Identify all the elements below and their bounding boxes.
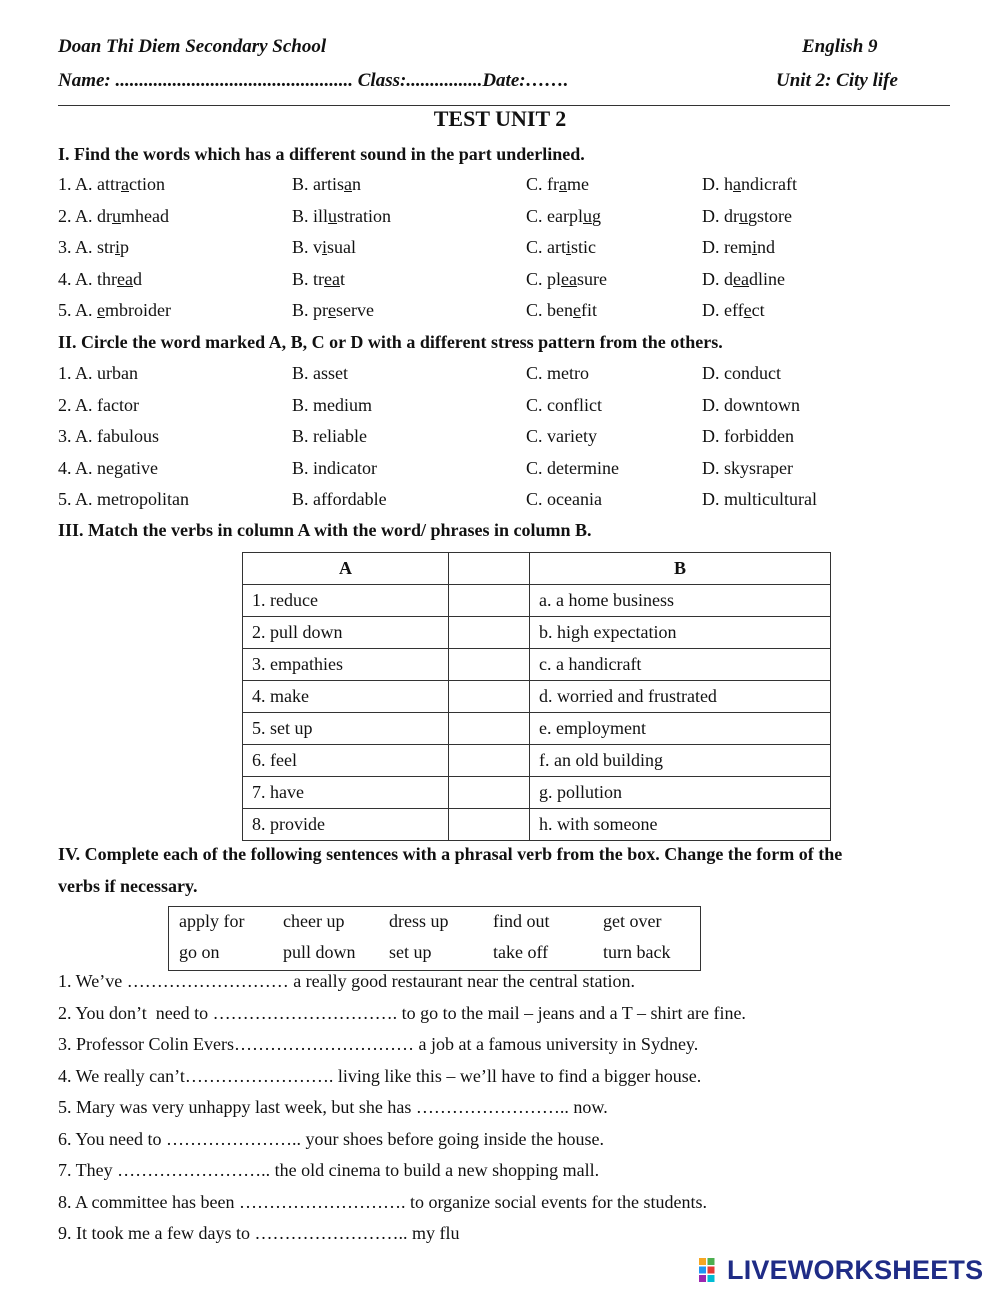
answer-cell[interactable] — [449, 713, 530, 745]
page-title: TEST UNIT 2 — [433, 106, 567, 131]
column-a-cell: 7. have — [243, 777, 449, 809]
column-b-header: B — [530, 553, 831, 585]
column-a-cell: 4. make — [243, 681, 449, 713]
column-a-cell: 3. empathies — [243, 649, 449, 681]
section-2-item — [58, 395, 958, 425]
answer-cell[interactable] — [449, 809, 530, 841]
column-a-cell: 2. pull down — [243, 617, 449, 649]
option-text: C. fr — [526, 174, 559, 194]
liveworksheets-logo-text: LIVEWORKSHEETS — [727, 1254, 984, 1285]
answer-option[interactable]: B. asset — [292, 363, 348, 383]
underlined-letters: i — [751, 237, 757, 257]
underlined-letters: a — [121, 174, 129, 194]
column-b-cell: h. with someone — [530, 809, 831, 841]
answer-option[interactable]: 2. A. factor — [58, 394, 139, 415]
answer-cell[interactable] — [449, 681, 530, 713]
phrasal-verb-option: dress up — [389, 911, 449, 931]
option-text: C. pl — [526, 268, 562, 289]
underlined-letters: i — [115, 237, 121, 257]
option-text: C. art — [526, 237, 566, 257]
section-2-item — [58, 489, 958, 519]
answer-option[interactable]: B. indicator — [292, 457, 377, 478]
option-text: B. pr — [292, 300, 328, 320]
answer-option[interactable] — [292, 206, 391, 227]
fill-in-sentence[interactable]: 7. They …………………….. the old cinema to build a new shopping mall. — [58, 1160, 600, 1180]
subject: English 9 — [802, 36, 878, 57]
section-1-item — [58, 300, 958, 330]
underlined-letters: a — [733, 174, 741, 194]
option-text: D. d — [702, 268, 733, 289]
option-text: d — [133, 268, 142, 289]
option-text: 2. A. dr — [58, 205, 112, 226]
matching-row — [243, 681, 831, 713]
answer-cell[interactable] — [449, 745, 530, 777]
underlined-letters: e — [573, 300, 581, 320]
answer-option[interactable]: D. skysraper — [702, 457, 793, 478]
section-2-heading: II. Circle the word marked A, B, C or D with a different stress pattern from the others. — [58, 332, 723, 352]
column-b-cell: b. high expectation — [530, 617, 831, 649]
option-text: C. earpl — [526, 205, 583, 226]
answer-cell[interactable] — [449, 585, 530, 617]
answer-column-header — [449, 553, 530, 585]
option-text: t — [340, 268, 346, 289]
matching-row — [243, 585, 831, 617]
fill-in-sentence[interactable]: 4. We really can’t……………………. living like this – we’ll have to find a bigger house. — [58, 1065, 702, 1086]
answer-option[interactable] — [702, 269, 785, 290]
answer-option[interactable] — [58, 237, 129, 258]
section-1-item — [58, 206, 958, 236]
underlined-letters: a — [344, 174, 352, 194]
section-4-heading-line1: IV. Complete each of the following sentences with a phrasal verb from the box. Change the form of the — [58, 844, 843, 864]
answer-cell[interactable] — [449, 649, 530, 681]
option-text: g — [591, 205, 601, 226]
fill-in-sentence[interactable]: 2. You don’t need to …………………………. to go to the mail – jeans and a T – shirt are fine. — [58, 1002, 746, 1023]
option-text: stration — [337, 205, 392, 226]
column-a-cell: 1. reduce — [243, 585, 449, 617]
option-text: C. ben — [526, 300, 573, 320]
name-class-date-line: Name: .................................................. Class:................Date:……. — [58, 70, 569, 91]
column-b-cell: d. worried and frustrated — [530, 681, 831, 713]
phrasal-verb-option: get over — [603, 911, 662, 931]
answer-option[interactable]: C. metro — [526, 363, 589, 383]
option-text: B. ill — [292, 205, 329, 226]
underlined-letters: u — [582, 205, 592, 226]
answer-option[interactable] — [526, 237, 596, 258]
option-text: ct — [751, 300, 765, 320]
fill-in-sentence[interactable]: 5. Mary was very unhappy last week, but she has …………………….. now. — [58, 1097, 608, 1117]
answer-option[interactable]: B. medium — [292, 394, 372, 415]
option-text: fit — [581, 300, 597, 320]
unit-label: Unit 2: City life — [776, 70, 898, 91]
answer-option[interactable]: D. forbidden — [702, 426, 794, 446]
option-text: D. rem — [702, 237, 752, 257]
option-text: ndicraft — [741, 174, 797, 194]
section-3-heading: III. Match the verbs in column A with the word/ phrases in column B. — [58, 520, 592, 540]
section-2-item — [58, 458, 958, 488]
answer-option[interactable] — [526, 269, 607, 290]
option-text: dline — [748, 268, 785, 289]
answer-option[interactable] — [292, 174, 361, 195]
phrasal-verb-option: take off — [493, 942, 549, 962]
liveworksheets-logo-icon — [698, 1257, 724, 1283]
underlined-letters: ea — [733, 268, 749, 289]
underlined-letters: ea — [561, 268, 577, 289]
underlined-letters: u — [328, 205, 338, 226]
column-b-cell: f. an old building — [530, 745, 831, 777]
answer-cell[interactable] — [449, 617, 530, 649]
matching-row — [243, 617, 831, 649]
fill-in-sentence[interactable]: 9. It took me a few days to …………………….. my flu — [58, 1223, 460, 1243]
answer-option[interactable]: C. conflict — [526, 394, 602, 415]
answer-option[interactable]: B. reliable — [292, 426, 367, 446]
answer-option[interactable]: C. determine — [526, 457, 619, 478]
column-a-cell: 6. feel — [243, 745, 449, 777]
phrasal-verb-option: cheer up — [283, 911, 345, 931]
option-text: p — [120, 237, 130, 257]
answer-option[interactable]: 1. A. urban — [58, 363, 138, 383]
column-b-cell: g. pollution — [530, 777, 831, 809]
underlined-letters: e — [743, 300, 752, 320]
answer-option[interactable] — [526, 174, 589, 195]
answer-option[interactable] — [58, 206, 169, 227]
option-text: B. tr — [292, 268, 325, 289]
underlined-letters: i — [566, 237, 572, 257]
section-1-item — [58, 269, 958, 299]
option-text: B. v — [292, 237, 323, 257]
underlined-letters: e — [328, 300, 336, 320]
section-2-item — [58, 363, 958, 393]
fill-in-sentence[interactable]: 8. A committee has been ………………………. to organize social events for the students. — [58, 1191, 708, 1212]
option-text: 3. A. str — [58, 237, 116, 257]
underlined-letters: u — [739, 205, 748, 226]
answer-option[interactable] — [526, 300, 597, 321]
answer-option[interactable] — [292, 300, 374, 321]
option-text: mbroider — [105, 300, 171, 320]
option-text: D. dr — [702, 205, 739, 226]
column-b-cell: a. a home business — [530, 585, 831, 617]
answer-option[interactable] — [702, 174, 797, 195]
answer-option[interactable] — [702, 206, 792, 227]
school-name: Doan Thi Diem Secondary School — [58, 36, 327, 57]
option-text: D. h — [702, 174, 733, 194]
column-b-cell: e. employment — [530, 713, 831, 745]
answer-option[interactable] — [58, 269, 142, 290]
answer-option[interactable]: 5. A. metropolitan — [58, 489, 189, 509]
section-1-item — [58, 174, 958, 204]
matching-row — [243, 649, 831, 681]
option-text: 5. A. — [58, 300, 98, 320]
answer-option[interactable] — [702, 237, 775, 258]
option-text: ction — [129, 174, 165, 194]
column-a-cell: 5. set up — [243, 713, 449, 745]
matching-row — [243, 745, 831, 777]
phrasal-verb-option: find out — [493, 911, 550, 931]
fill-in-sentence[interactable]: 6. You need to ………………….. your shoes before going inside the house. — [58, 1128, 604, 1149]
option-text: serve — [336, 300, 374, 320]
section-1-heading: I. Find the words which has a different sound in the part underlined. — [58, 144, 585, 164]
answer-option[interactable] — [292, 237, 356, 258]
fill-in-sentence[interactable]: 3. Professor Colin Evers………………………… a job at a famous university in Sydney. — [58, 1034, 699, 1054]
answer-option[interactable] — [58, 300, 171, 321]
option-text: nd — [757, 237, 775, 257]
answer-option[interactable]: C. oceania — [526, 489, 602, 509]
section-2-item — [58, 426, 958, 456]
option-text: sual — [327, 237, 357, 257]
section-4-heading-line2: verbs if necessary. — [58, 876, 198, 896]
section-1-item — [58, 237, 958, 267]
underlined-letters: e — [97, 300, 106, 320]
column-b-cell: c. a handicraft — [530, 649, 831, 681]
answer-option[interactable] — [702, 300, 765, 321]
answer-option[interactable]: C. variety — [526, 426, 597, 446]
option-text: gstore — [748, 205, 792, 226]
answer-option[interactable]: 4. A. negative — [58, 457, 158, 478]
underlined-letters: i — [322, 237, 328, 257]
phrasal-verb-option: pull down — [283, 942, 356, 962]
underlined-letters: u — [112, 205, 121, 226]
answer-option[interactable]: 3. A. fabulous — [58, 426, 159, 446]
matching-table — [242, 552, 831, 841]
underlined-letters: a — [559, 174, 567, 194]
liveworksheets-logo — [698, 1256, 983, 1284]
phrasal-verb-option: turn back — [603, 942, 671, 962]
phrasal-verb-option: go on — [179, 942, 220, 962]
option-text: sure — [577, 268, 607, 289]
option-text: 4. A. thr — [58, 268, 118, 289]
matching-row — [243, 809, 831, 841]
answer-cell[interactable] — [449, 777, 530, 809]
option-text: n — [352, 174, 361, 194]
matching-table-header — [243, 553, 831, 585]
phrasal-verb-option: set up — [389, 942, 432, 962]
option-text: stic — [571, 237, 597, 257]
underlined-letters: ea — [117, 268, 133, 289]
phrasal-verb-option: apply for — [179, 911, 245, 931]
answer-option[interactable]: B. affordable — [292, 489, 387, 509]
option-text: mhead — [121, 205, 169, 226]
answer-option[interactable] — [526, 206, 601, 227]
underlined-letters: ea — [324, 268, 340, 289]
answer-option[interactable] — [292, 269, 345, 290]
matching-row — [243, 777, 831, 809]
fill-in-sentence[interactable]: 1. We’ve ……………………… a really good restaurant near the central station. — [58, 971, 636, 991]
answer-option[interactable]: D. multicultural — [702, 489, 817, 509]
answer-option[interactable]: D. downtown — [702, 394, 800, 415]
answer-option[interactable]: D. conduct — [702, 363, 781, 383]
matching-row — [243, 713, 831, 745]
column-a-header: A — [243, 553, 449, 585]
option-text: B. artis — [292, 174, 344, 194]
option-text: me — [567, 174, 589, 194]
column-a-cell: 8. provide — [243, 809, 449, 841]
answer-option[interactable] — [58, 174, 165, 195]
option-text: D. eff — [702, 300, 744, 320]
option-text: 1. A. attr — [58, 174, 121, 194]
phrasal-verb-box — [168, 906, 701, 971]
